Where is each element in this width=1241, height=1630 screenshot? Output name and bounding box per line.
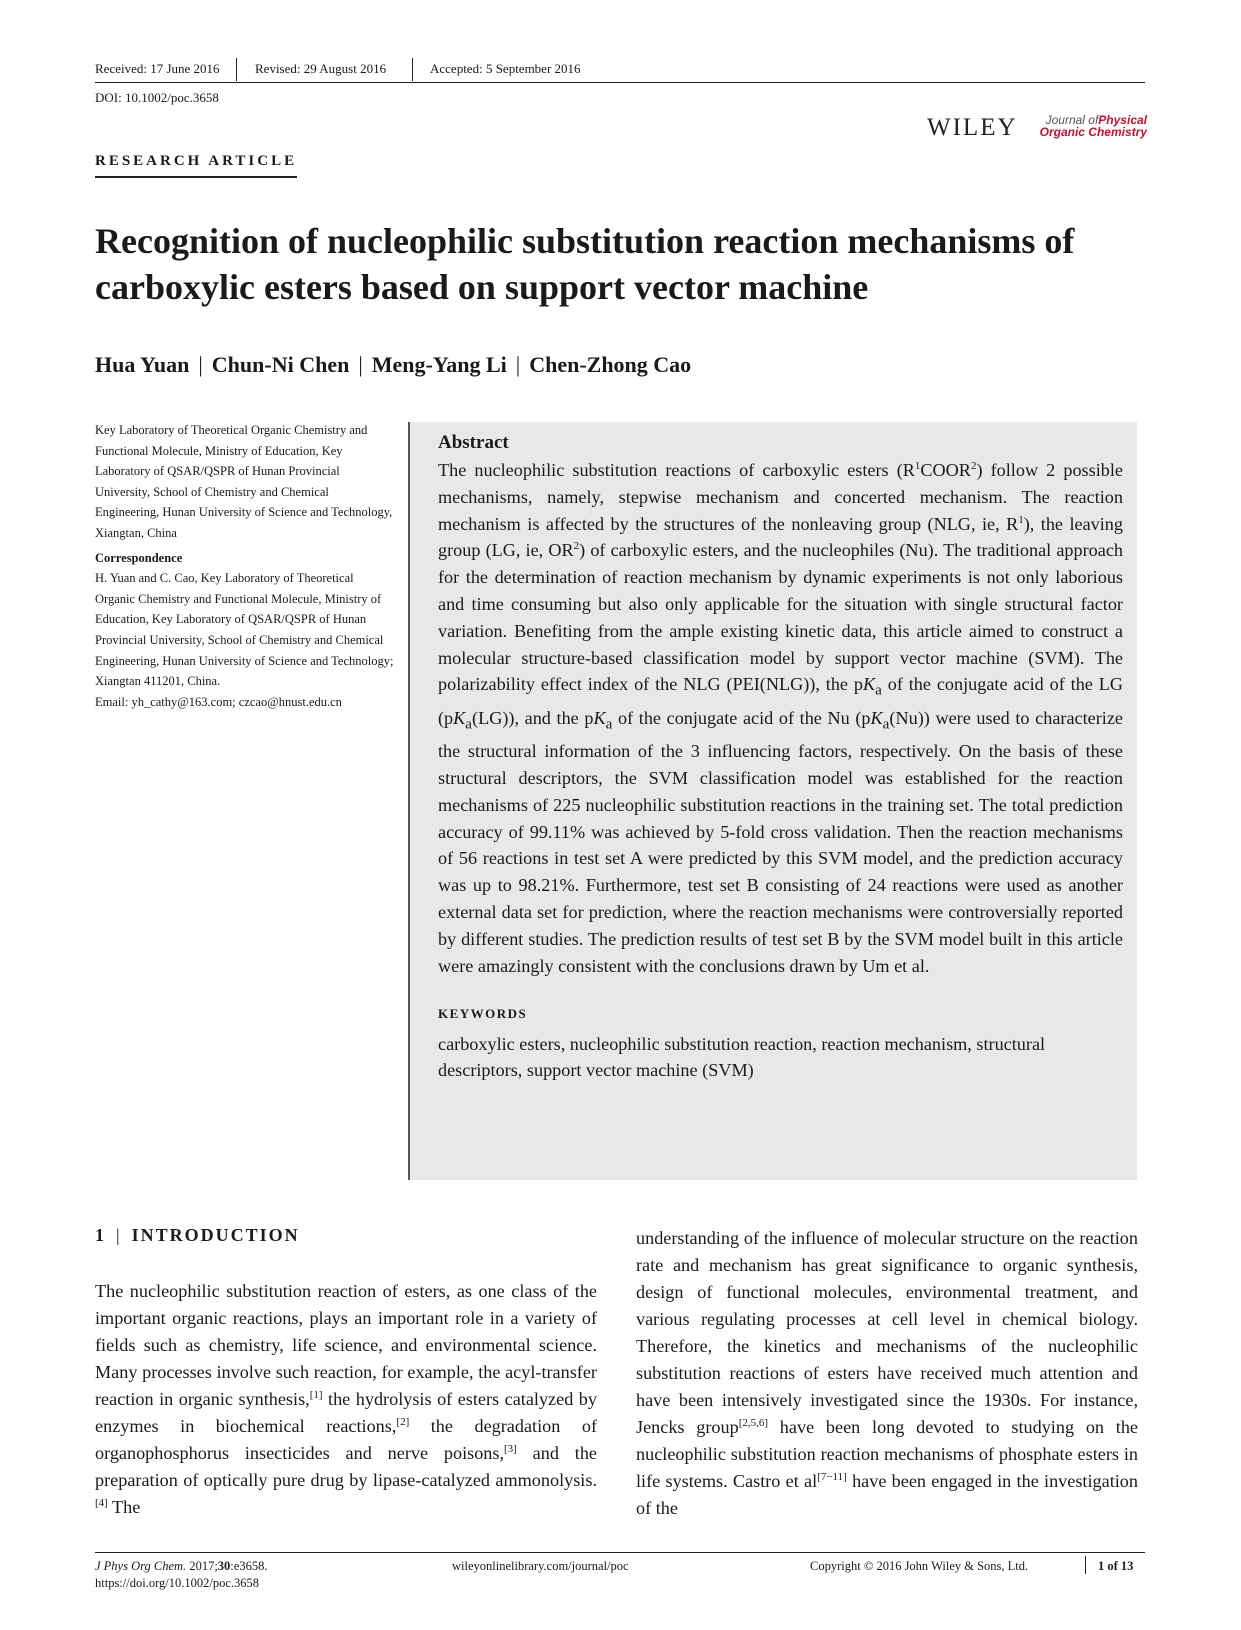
section-title: INTRODUCTION bbox=[131, 1225, 300, 1245]
doi: DOI: 10.1002/poc.3658 bbox=[95, 90, 219, 105]
correspondence-heading: Correspondence bbox=[95, 550, 183, 565]
journal-logo-text: Physical bbox=[1098, 113, 1147, 127]
divider bbox=[236, 58, 237, 81]
revised-date: Revised: 29 August 2016 bbox=[255, 61, 387, 76]
author[interactable]: Chun-Ni Chen bbox=[211, 352, 350, 377]
correspondence-email[interactable]: Email: yh_cathy@163.com; czcao@hnust.edu.cn bbox=[95, 694, 342, 709]
article-type: RESEARCH ARTICLE bbox=[95, 153, 297, 178]
keywords-text: carboxylic esters, nucleophilic substitution reaction, reaction mechanism, structural descriptors, support vector machine (SVM) bbox=[438, 1034, 1046, 1081]
article-title: Recognition of nucleophilic substitution reaction mechanisms of carboxylic esters based on support vector machine bbox=[95, 221, 1075, 307]
section-heading bbox=[95, 1225, 300, 1246]
section-number: 1 bbox=[95, 1225, 106, 1245]
author[interactable]: Meng-Yang Li bbox=[371, 352, 507, 377]
footer-journal-url[interactable]: wileyonlinelibrary.com/journal/poc bbox=[452, 1559, 629, 1573]
citation-link[interactable]: [4] bbox=[95, 1496, 108, 1509]
citation-link[interactable]: [2,5,6] bbox=[738, 1416, 769, 1429]
citation-link[interactable]: [2] bbox=[396, 1415, 410, 1428]
abstract-box bbox=[408, 422, 1137, 1180]
divider: | bbox=[116, 1225, 122, 1245]
author[interactable]: Chen-Zhong Cao bbox=[529, 352, 692, 377]
page-number: 1 of 13 bbox=[1098, 1559, 1134, 1573]
received-date: Received: 17 June 2016 bbox=[95, 61, 220, 76]
body-column-left: The nucleophilic substitution reaction of esters, as one class of the important organic reactions, plays an important role in a variety of fields such as chemistry, life science, and environmental science. Many processes involve such reaction, for example, the acyl-transfer reaction in organic synthesis,[1] the hydrolysis of esters catalyzed by enzymes in biochemical reactions,[2] the degradation of organophosphorus insecticides and nerve poisons,[3] and the preparation of optically pure drug by lipase-catalyzed ammonolysis.[4] The bbox=[95, 1281, 597, 1517]
citation-link[interactable]: [3] bbox=[504, 1442, 517, 1455]
body-column-right: understanding of the influence of molecular structure on the reaction rate and mechanism has great significance to organic synthesis, design of functional molecules, environmental treatment, and various regulating processes at cell level in chemical biology. Therefore, the kinetics and mechanisms of the nucleophilic substitution reactions of esters have received much attention and have been intensively investigated since the 1930s. For instance, Jencks group[2,5,6] have been long devoted to studying on the nucleophilic substitution reaction mechanisms of phosphate esters in life systems. Castro et al[7−11] have been engaged in the investigation of the bbox=[636, 1228, 1139, 1518]
footer-citation: J Phys Org Chem. 2017;30:e3658. https://doi.org/10.1002/poc.3658 bbox=[95, 1559, 268, 1590]
accepted-date: Accepted: 5 September 2016 bbox=[430, 61, 581, 76]
divider bbox=[412, 58, 413, 81]
affiliation-column bbox=[95, 420, 395, 712]
journal-logo-text: Journal of bbox=[1045, 113, 1099, 127]
correspondence-text: H. Yuan and C. Cao, Key Laboratory of Theoretical Organic Chemistry and Functional Molecule, Ministry of Education, Key Laboratory of QSAR/QSPR of Hunan Provincial University, School of Chemistry and Chemical Engineering, Hunan University of Science and Technology; Xiangtan 411201, China. bbox=[95, 571, 394, 689]
keywords-heading: KEYWORDS bbox=[438, 1006, 528, 1022]
footer-copyright: Copyright © 2016 John Wiley & Sons, Ltd. bbox=[810, 1559, 1029, 1573]
divider: | bbox=[515, 352, 521, 377]
citation-link[interactable]: [1] bbox=[309, 1388, 323, 1401]
divider: | bbox=[198, 352, 203, 377]
footer-doi-link[interactable]: https://doi.org/10.1002/poc.3658 bbox=[95, 1576, 260, 1590]
journal-logo bbox=[1035, 114, 1147, 138]
citation-link[interactable]: [7−11] bbox=[817, 1470, 847, 1483]
affiliation: Key Laboratory of Theoretical Organic Chemistry and Functional Molecule, Ministry of Education, Key Laboratory of QSAR/QSPR of Hunan Provincial University, School of Chemistry and Chemical Engineering, Hunan University of Science and Technology, Xiangtan, China bbox=[95, 423, 393, 540]
journal-logo-text: Organic Chemistry bbox=[1039, 125, 1147, 139]
submission-dates bbox=[95, 58, 1145, 83]
abstract-heading: Abstract bbox=[438, 432, 509, 453]
divider: | bbox=[358, 352, 363, 377]
abstract-text: The nucleophilic substitution reactions of carboxylic esters $(R^1COOR^2)$ follow 2 possible mechanisms, namely, stepwise mechanism and concerted mechanism. The reaction mechanism is affected by the structures of the nonleaving group (NLG, ie, $R^1$), the leaving group (LG, ie, $OR^2$) of carboxylic esters, and the nucleophiles (Nu). The traditional approach for the determination of reaction mechanism by dynamic experiments is not only laborious and time consuming but also only applicable for the situation with single structural factor variation. Benefiting from the ample existing kinetic data, this article aimed to construct a molecular structure-based classification model by support vector machine (SVM). The polarizability effect index of the NLG (PEI(NLG)), the $pK_a$ of the conjugate acid of the LG $(pK_a(LG))$, and the $pK_a$ of the conjugate acid of the Nu $(pK_a(Nu))$ were used to characterize the structural information of the 3 influencing factors, respectively. On the basis of these structural descriptors, the SVM classification model was established for the reaction mechanisms of 225 nucleophilic substitution reactions in the training set. The total prediction accuracy of 99.11% was achieved by 5-fold cross validation. Then the reaction mechanisms of 56 reactions in test set A were predicted by this SVM model, and the prediction accuracy was up to 98.21%. Furthermore, test set B consisting of 24 reactions were used as another external data set for prediction, where the reaction mechanisms were controversially reported by different studies. The prediction results of test set B by the SVM model built in this article were amazingly consistent with the conclusions drawn by Um et al. bbox=[438, 459, 1124, 976]
author[interactable]: Hua Yuan bbox=[95, 352, 190, 377]
divider bbox=[1085, 1556, 1086, 1574]
author-list bbox=[95, 352, 691, 378]
footer-rule bbox=[95, 1552, 1145, 1553]
publisher-logo: WILEY bbox=[927, 114, 1018, 141]
